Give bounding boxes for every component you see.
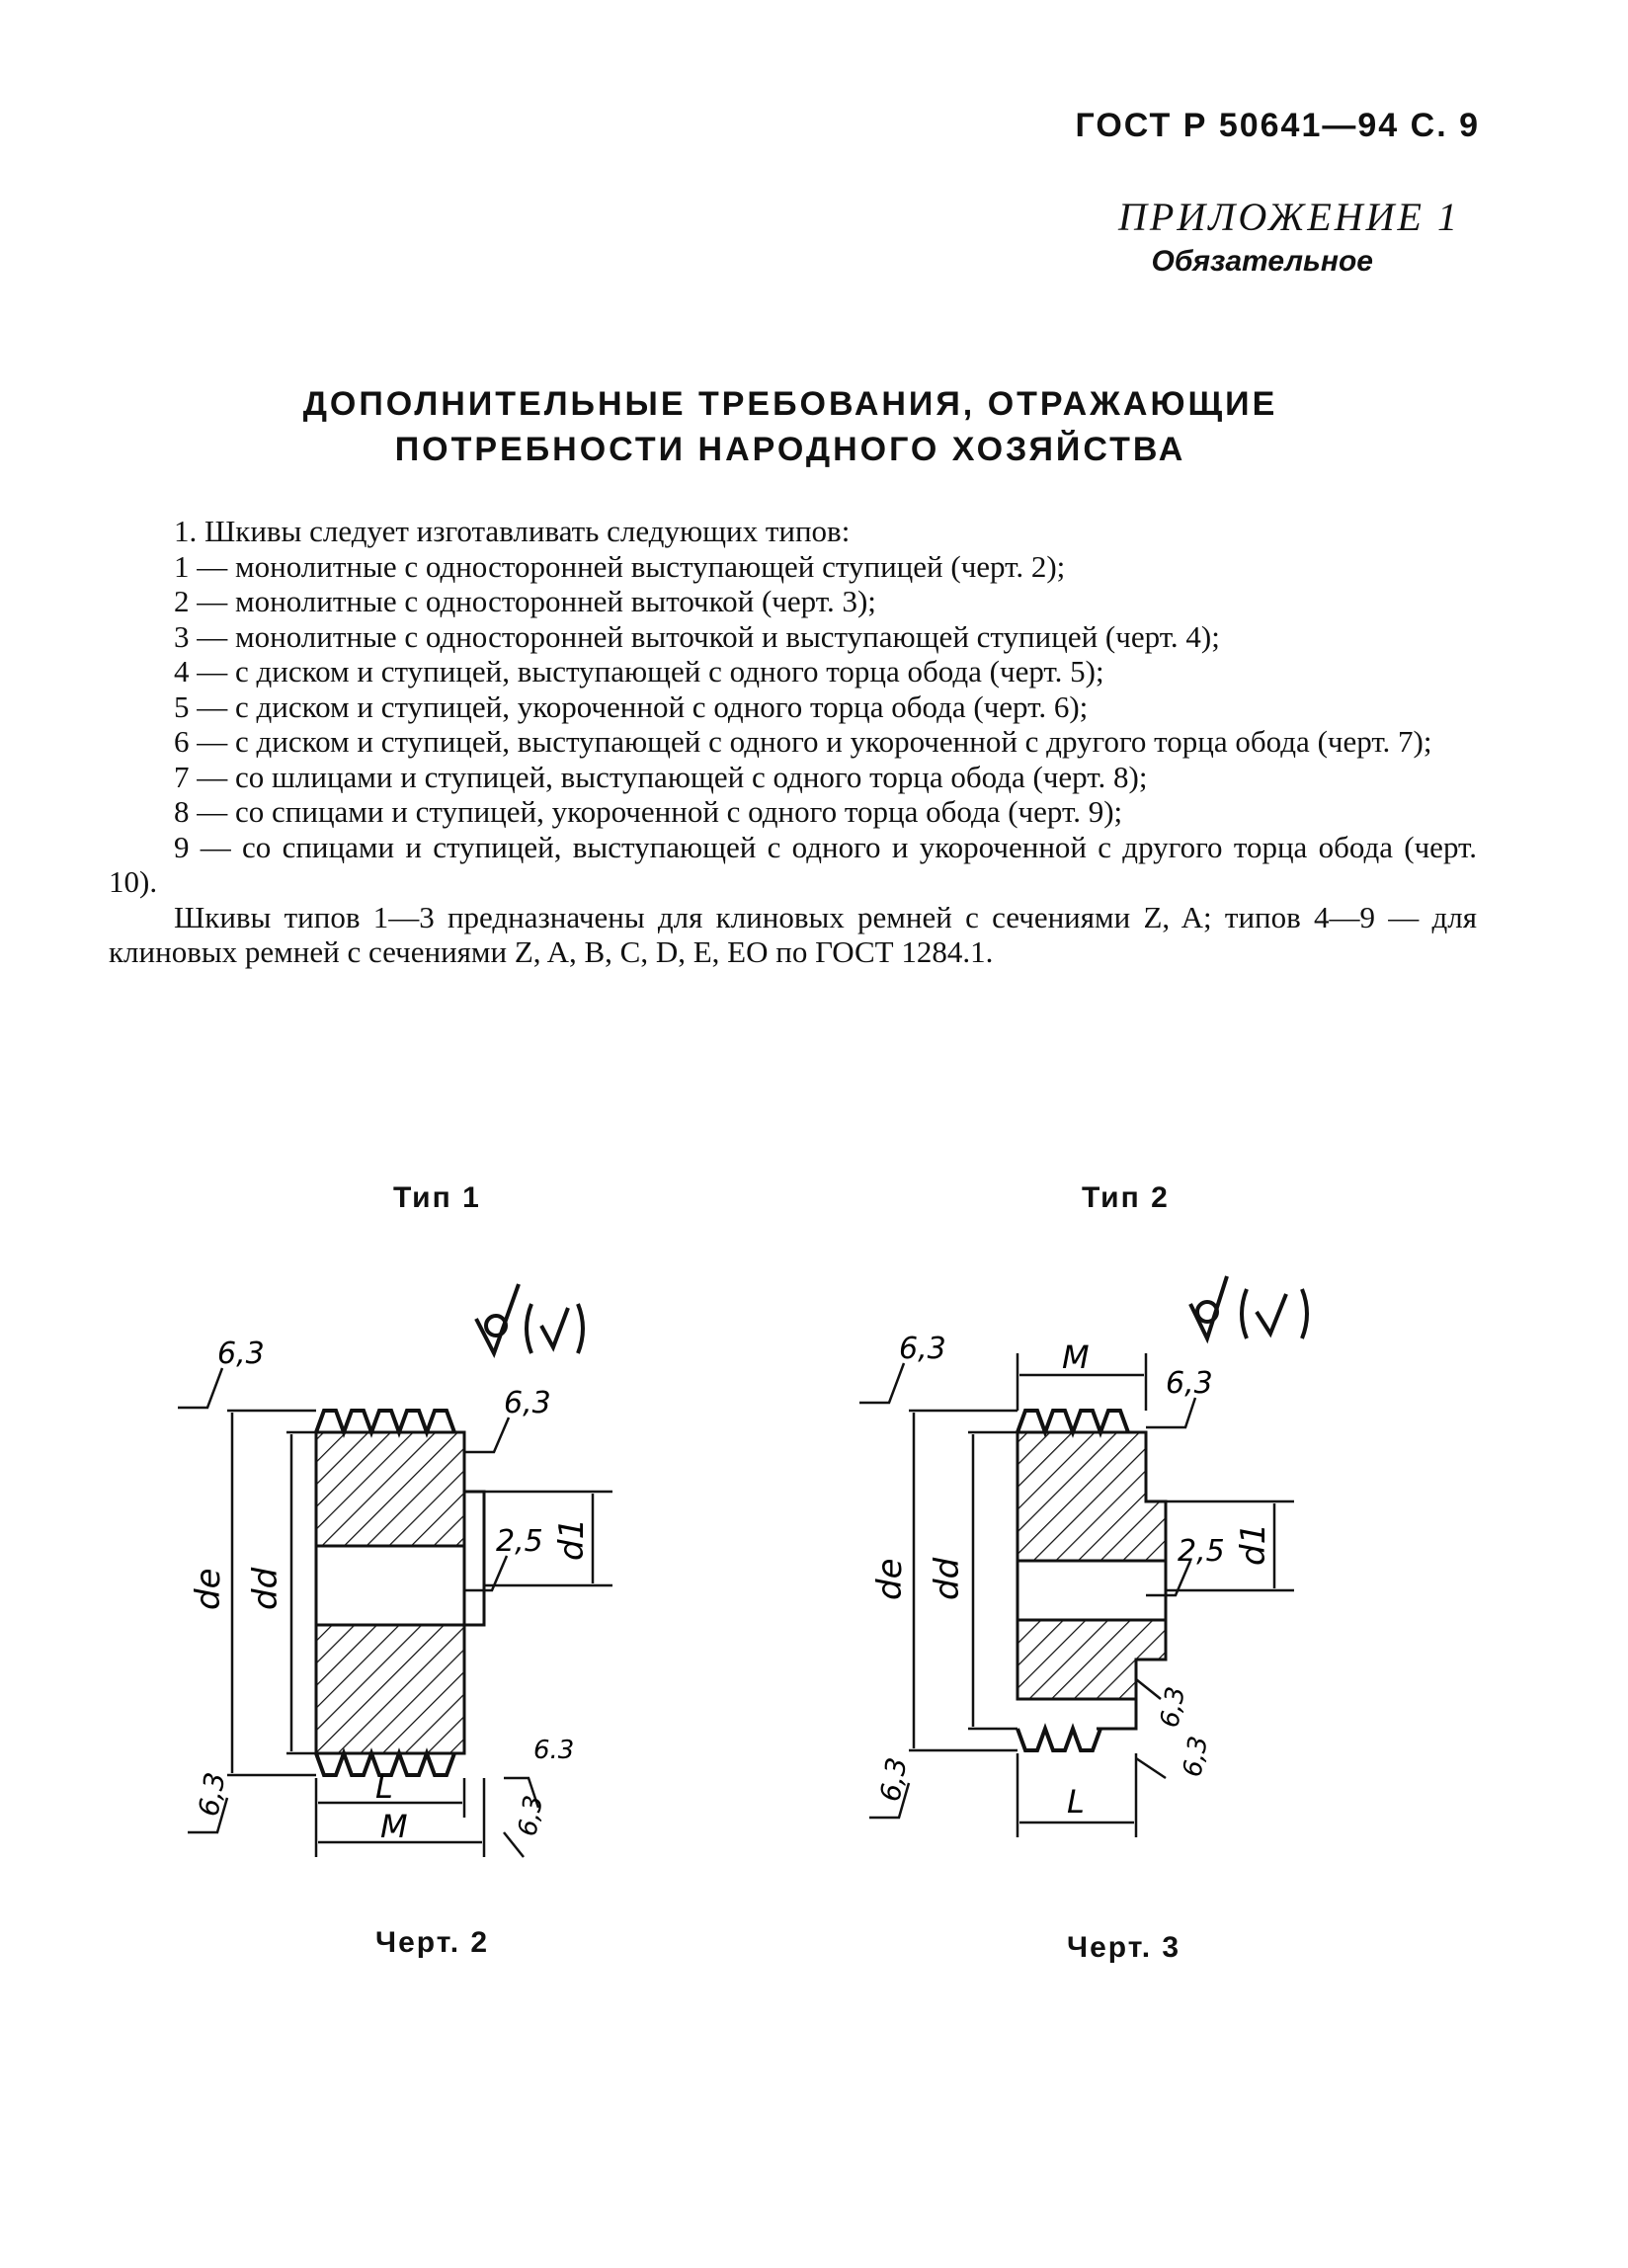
roughness-label: 6,3	[192, 1769, 232, 1820]
belt-note-paragraph: Шкивы типов 1—3 предназначены для клиновых ремней с сечениями Z, A; типов 4—9 — для клиновых ремней с сечениями Z, A, B, C, D, E, EO по ГОСТ 1284.1.	[109, 899, 1477, 969]
figure-2-caption: Черт. 3	[1067, 1931, 1181, 1964]
roughness-label: 6,3	[873, 1754, 914, 1805]
roughness-label: 6,3	[1166, 1366, 1213, 1401]
dimension-m: M	[380, 1808, 408, 1845]
dimension-l: L	[375, 1768, 393, 1806]
appendix-status: Обязательное	[1151, 245, 1373, 278]
list-item: 3 — монолитные с односторонней выточкой и выступающей ступицей (черт. 4);	[174, 618, 1220, 654]
roughness-label: 6,3	[504, 1386, 551, 1420]
list-item: 6 — с диском и ступицей, выступающей с одного и укороченной с другого торца обода (черт. 7);	[174, 724, 1432, 759]
dimension-d1: d1	[1234, 1522, 1273, 1566]
dimension-l: L	[1067, 1783, 1085, 1821]
pulley-rim-lower	[1018, 1620, 1166, 1699]
pulley-rim-upper	[1018, 1432, 1166, 1561]
dimension-de: de	[189, 1568, 228, 1610]
page-header: ГОСТ Р 50641—94 С. 9	[1075, 107, 1480, 144]
list-item: 9 — со спицами и ступицей, выступающей с одного и укороченной с другого торца обода (черт. 10).	[109, 829, 1477, 899]
pulley-bore	[316, 1546, 464, 1625]
roughness-symbol	[1190, 1276, 1307, 1338]
roughness-label: 6,3	[217, 1336, 265, 1371]
section-title	[198, 381, 1383, 472]
pulley-rim-upper	[316, 1432, 464, 1546]
pulley-bore	[1018, 1561, 1166, 1620]
figure-1-drawing	[178, 1264, 692, 1867]
list-item: 4 — с диском и ступицей, выступающей с одного торца обода (черт. 5);	[174, 654, 1104, 688]
roughness-label: 6.3	[533, 1736, 575, 1765]
list-item: 2 — монолитные с односторонней выточкой (черт. 3);	[174, 584, 876, 618]
dimension-d1: d1	[552, 1517, 592, 1561]
figure-2-type-label: Тип 2	[1082, 1181, 1170, 1214]
intro-paragraph: 1. Шкивы следует изготавливать следующих типов:	[174, 514, 851, 548]
lower-grooves	[1018, 1729, 1100, 1750]
roughness-label: 6,3	[899, 1332, 946, 1366]
roughness-label: 6,3	[1178, 1734, 1215, 1780]
roughness-label: 2,5	[496, 1524, 543, 1559]
upper-grooves	[1018, 1411, 1128, 1432]
appendix-label: ПРИЛОЖЕНИЕ 1	[1118, 195, 1460, 239]
requirements-text	[109, 514, 1477, 970]
figure-2-drawing	[859, 1264, 1373, 1847]
pulley-rim-lower	[316, 1625, 464, 1753]
dimension-de: de	[870, 1558, 910, 1600]
dimension-dd: dd	[246, 1567, 285, 1610]
section-title-line-1: ДОПОЛНИТЕЛЬНЫЕ ТРЕБОВАНИЯ, ОТРАЖАЮЩИЕ	[302, 385, 1278, 423]
dimension-m: M	[1062, 1338, 1090, 1376]
figure-1-type-label: Тип 1	[393, 1181, 481, 1214]
list-item: 7 — со шлицами и ступицей, выступающей с одного торца обода (черт. 8);	[174, 759, 1148, 794]
roughness-label: 6,3	[1155, 1684, 1192, 1731]
roughness-symbol	[476, 1284, 583, 1353]
list-item: 1 — монолитные с односторонней выступающей ступицей (черт. 2);	[174, 548, 1066, 584]
hub-outline	[464, 1492, 484, 1625]
figure-1-caption: Черт. 2	[375, 1926, 490, 1959]
upper-grooves	[316, 1411, 454, 1432]
roughness-label: 6,3	[513, 1793, 550, 1839]
roughness-label: 2,5	[1178, 1534, 1225, 1569]
list-item: 5 — с диском и ступицей, укороченной с одного торца обода (черт. 6);	[174, 688, 1089, 724]
dimension-dd: dd	[928, 1557, 967, 1600]
list-item: 8 — со спицами и ступицей, укороченной с одного торца обода (черт. 9);	[174, 794, 1123, 829]
section-title-line-2: ПОТРЕБНОСТИ НАРОДНОГО ХОЗЯЙСТВА	[394, 431, 1186, 468]
